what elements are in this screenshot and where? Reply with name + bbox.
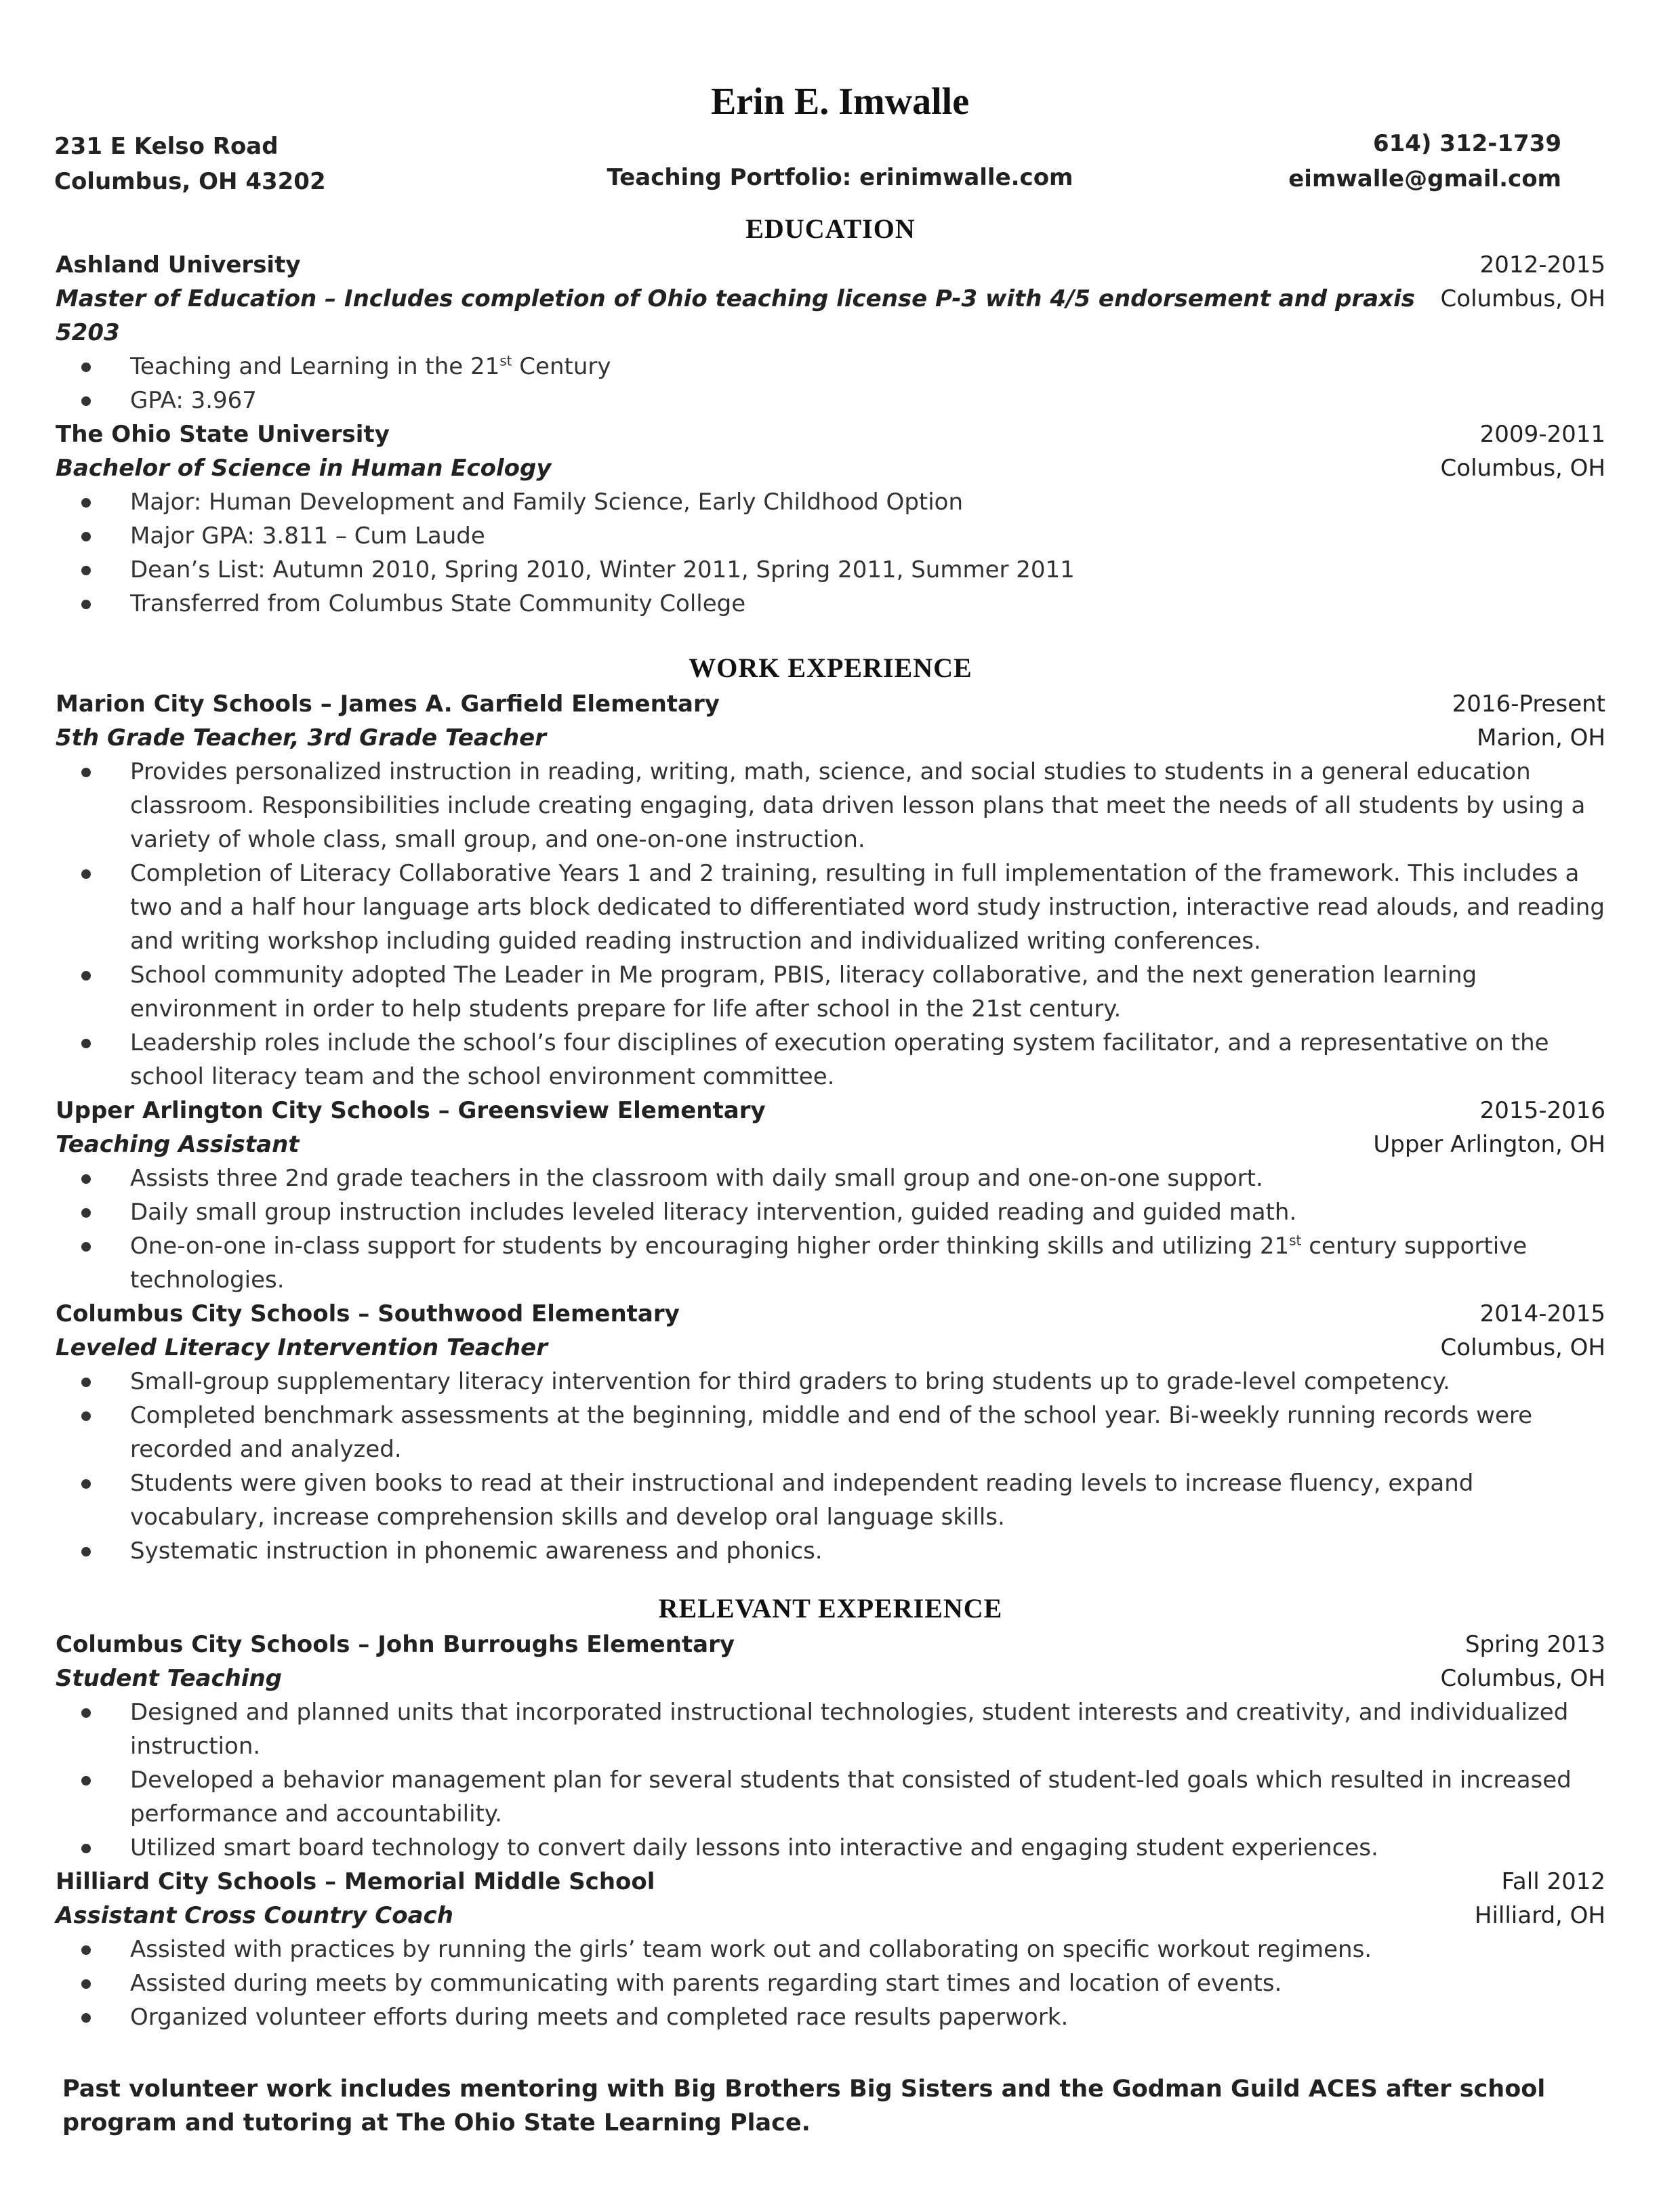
bullet-list bbox=[56, 755, 1605, 1094]
bullet-icon bbox=[81, 1208, 91, 1218]
list-item bbox=[130, 1831, 1605, 1865]
employer-name: Hilliard City Schools – Memorial Middle School bbox=[56, 1868, 655, 1895]
bullet-text: Daily small group instruction includes leveled literacy intervention, guided reading and guided math. bbox=[130, 1199, 1297, 1226]
bullet-text: GPA: 3.967 bbox=[130, 387, 257, 414]
bullet-text: Completed benchmark assessments at the beginning, middle and end of the school year. Bi-weekly running records were recorded and analyzed. bbox=[130, 1402, 1533, 1463]
degree-title: Master of Education – Includes completion of Ohio teaching license P-3 with 4/5 endorsement and praxis 5203 bbox=[56, 285, 1415, 346]
entry-location: Upper Arlington, OH bbox=[1373, 1131, 1605, 1158]
bullet-text: Organized volunteer efforts during meets and completed race results paperwork. bbox=[130, 2004, 1069, 2031]
bullet-icon bbox=[81, 869, 91, 879]
bullet-text: Students were given books to read at their instructional and independent reading levels to increase fluency, expand vocabulary, increase comprehension skills and develop oral language skills. bbox=[130, 1470, 1474, 1531]
list-item bbox=[130, 755, 1605, 856]
bullet-icon bbox=[81, 1708, 91, 1718]
list-item bbox=[130, 384, 1605, 417]
bullet-text: One-on-one in-class support for students by encouraging higher order thinking skills and utilizing 21st century supportive technologies. bbox=[130, 1232, 1528, 1294]
bullet-text: Teaching and Learning in the 21st Century bbox=[130, 352, 611, 380]
bullet-list bbox=[56, 1161, 1605, 1297]
bullet-text: Leadership roles include the school’s four disciplines of execution operating system facilitator, and a representative on the school literacy team and the school environment committee. bbox=[130, 1029, 1549, 1090]
list-item bbox=[130, 1365, 1605, 1399]
bullet-list bbox=[56, 1365, 1605, 1568]
entry-location: Hilliard, OH bbox=[1474, 1902, 1605, 1929]
bullet-icon bbox=[81, 1776, 91, 1786]
entry-dates: 2016-Present bbox=[1452, 690, 1605, 718]
bullet-text: Systematic instruction in phonemic awareness and phonics. bbox=[130, 1537, 823, 1565]
education-entry bbox=[56, 417, 1605, 621]
resume-name: Erin E. Imwalle bbox=[710, 81, 970, 123]
relevant-entry bbox=[56, 1628, 1605, 1865]
bullet-text: Assists three 2nd grade teachers in the classroom with daily small group and one-on-one support. bbox=[130, 1165, 1263, 1192]
employer-name: Upper Arlington City Schools – Greensview Elementary bbox=[56, 1097, 766, 1124]
bullet-icon bbox=[81, 1242, 91, 1252]
list-item bbox=[130, 1763, 1605, 1831]
institution-name: The Ohio State University bbox=[56, 421, 390, 448]
bullet-icon bbox=[81, 1979, 91, 1989]
list-item bbox=[130, 519, 1605, 553]
bullet-icon bbox=[81, 1945, 91, 1955]
entry-location: Columbus, OH bbox=[1440, 1665, 1605, 1692]
bullet-text: Major GPA: 3.811 – Cum Laude bbox=[130, 522, 485, 550]
address-line2: Columbus, OH 43202 bbox=[54, 168, 326, 195]
bullet-icon bbox=[81, 1378, 91, 1387]
list-item bbox=[130, 1161, 1605, 1195]
bullet-icon bbox=[81, 600, 91, 609]
job-title: Leveled Literacy Intervention Teacher bbox=[56, 1334, 548, 1361]
list-item bbox=[130, 1466, 1605, 1534]
bullet-icon bbox=[81, 566, 91, 575]
section-title-relevant-experience: RELEVANT EXPERIENCE bbox=[658, 1593, 1003, 1624]
bullet-icon bbox=[81, 1174, 91, 1184]
list-item bbox=[130, 1229, 1605, 1297]
employer-name: Columbus City Schools – John Burroughs Elementary bbox=[56, 1631, 735, 1658]
bullet-text: Major: Human Development and Family Science, Early Childhood Option bbox=[130, 489, 964, 516]
bullet-icon bbox=[81, 1547, 91, 1556]
list-item bbox=[130, 1195, 1605, 1229]
job-title: Teaching Assistant bbox=[56, 1131, 300, 1158]
bullet-list bbox=[56, 1933, 1605, 2034]
bullet-text: Utilized smart board technology to convert daily lessons into interactive and engaging student experiences. bbox=[130, 1834, 1378, 1861]
bullet-icon bbox=[81, 768, 91, 777]
work-entry bbox=[56, 687, 1605, 1094]
employer-name: Columbus City Schools – Southwood Elementary bbox=[56, 1300, 680, 1327]
bullet-icon bbox=[81, 498, 91, 508]
entry-dates: 2014-2015 bbox=[1479, 1300, 1605, 1327]
bullet-icon bbox=[81, 396, 91, 406]
education-entry bbox=[56, 248, 1605, 417]
list-item bbox=[130, 958, 1605, 1026]
employer-name: Marion City Schools – James A. Garfield Elementary bbox=[56, 690, 720, 718]
bullet-text: Assisted with practices by running the girls’ team work out and collaborating on specific workout regimens. bbox=[130, 1936, 1372, 1963]
section-title-education: EDUCATION bbox=[745, 213, 916, 244]
bullet-list bbox=[56, 1695, 1605, 1865]
work-entry bbox=[56, 1297, 1605, 1568]
resume-body bbox=[56, 210, 1605, 2140]
bullet-icon bbox=[81, 1479, 91, 1489]
entry-location: Marion, OH bbox=[1477, 724, 1605, 751]
bullet-icon bbox=[81, 532, 91, 541]
job-title: 5th Grade Teacher, 3rd Grade Teacher bbox=[56, 724, 547, 751]
entry-dates: 2009-2011 bbox=[1479, 421, 1605, 448]
phone-number: 614) 312-1739 bbox=[1372, 130, 1561, 157]
job-title: Student Teaching bbox=[56, 1665, 283, 1692]
contact-block bbox=[1288, 126, 1561, 197]
relevant-entry bbox=[56, 1865, 1605, 2034]
institution-name: Ashland University bbox=[56, 251, 301, 278]
bullet-text: Completion of Literacy Collaborative Years 1 and 2 training, resulting in full implementation of the framework. This includes a two and a half hour language arts block dedicated to differentiated word study instruction, interactive read alouds, and reading and writing workshop including guided reading instruction and individualized writing conferences. bbox=[130, 860, 1605, 955]
bullet-icon bbox=[81, 363, 91, 372]
entry-location: Columbus, OH bbox=[1440, 285, 1605, 312]
entry-dates: Spring 2013 bbox=[1464, 1631, 1605, 1658]
entry-dates: 2012-2015 bbox=[1479, 251, 1605, 278]
bullet-text: Assisted during meets by communicating with parents regarding start times and location of events. bbox=[130, 1970, 1282, 1997]
entry-dates: Fall 2012 bbox=[1501, 1868, 1605, 1895]
bullet-list bbox=[56, 350, 1605, 417]
volunteer-summary: Past volunteer work includes mentoring with Big Brothers Big Sisters and the Godman Guild ACES after school program and tutoring at The Ohio State Learning Place. bbox=[62, 2076, 1546, 2137]
address-line1: 231 E Kelso Road bbox=[54, 133, 279, 160]
list-item bbox=[130, 1534, 1605, 1568]
list-item bbox=[130, 553, 1605, 587]
bullet-text: Provides personalized instruction in reading, writing, math, science, and social studies to students in a general education classroom. Responsibilities include creating engaging, data driven lesson plans that meet the needs of all students by using a variety of whole class, small group, and one-on-one instruction. bbox=[130, 758, 1586, 853]
portfolio-link: Teaching Portfolio: erinimwalle.com bbox=[607, 164, 1073, 191]
entry-dates: 2015-2016 bbox=[1479, 1097, 1605, 1124]
degree-title: Bachelor of Science in Human Ecology bbox=[56, 455, 552, 482]
bullet-icon bbox=[81, 1411, 91, 1421]
list-item bbox=[130, 1026, 1605, 1094]
bullet-text: Developed a behavior management plan for several students that consisted of student-led goals which resulted in increased performance and accountability. bbox=[130, 1767, 1572, 1828]
bullet-icon bbox=[81, 1844, 91, 1853]
list-item bbox=[130, 1966, 1605, 2000]
list-item bbox=[130, 350, 1605, 384]
bullet-icon bbox=[81, 971, 91, 981]
bullet-icon bbox=[81, 2013, 91, 2023]
list-item bbox=[130, 485, 1605, 519]
work-entry bbox=[56, 1094, 1605, 1297]
list-item bbox=[130, 1399, 1605, 1466]
bullet-icon bbox=[81, 1039, 91, 1048]
job-title: Assistant Cross Country Coach bbox=[56, 1902, 453, 1929]
bullet-text: Designed and planned units that incorporated instructional technologies, student interests and creativity, and individualized instruction. bbox=[130, 1699, 1569, 1760]
section-title-work-experience: WORK EXPERIENCE bbox=[689, 653, 972, 683]
entry-location: Columbus, OH bbox=[1440, 455, 1605, 482]
list-item bbox=[130, 587, 1605, 621]
bullet-text: Dean’s List: Autumn 2010, Spring 2010, Winter 2011, Spring 2011, Summer 2011 bbox=[130, 556, 1075, 583]
entry-location: Columbus, OH bbox=[1440, 1334, 1605, 1361]
list-item bbox=[130, 856, 1605, 958]
bullet-text: Transferred from Columbus State Community College bbox=[130, 590, 746, 617]
list-item bbox=[130, 1933, 1605, 1966]
bullet-text: School community adopted The Leader in Me program, PBIS, literacy collaborative, and the next generation learning environment in order to help students prepare for life after school in the 21st century. bbox=[130, 962, 1477, 1023]
bullet-list bbox=[56, 485, 1605, 621]
list-item bbox=[130, 2000, 1605, 2034]
list-item bbox=[130, 1695, 1605, 1763]
email-address: eimwalle@gmail.com bbox=[1288, 165, 1561, 192]
bullet-text: Small-group supplementary literacy intervention for third graders to bring students up to grade-level competency. bbox=[130, 1368, 1450, 1395]
